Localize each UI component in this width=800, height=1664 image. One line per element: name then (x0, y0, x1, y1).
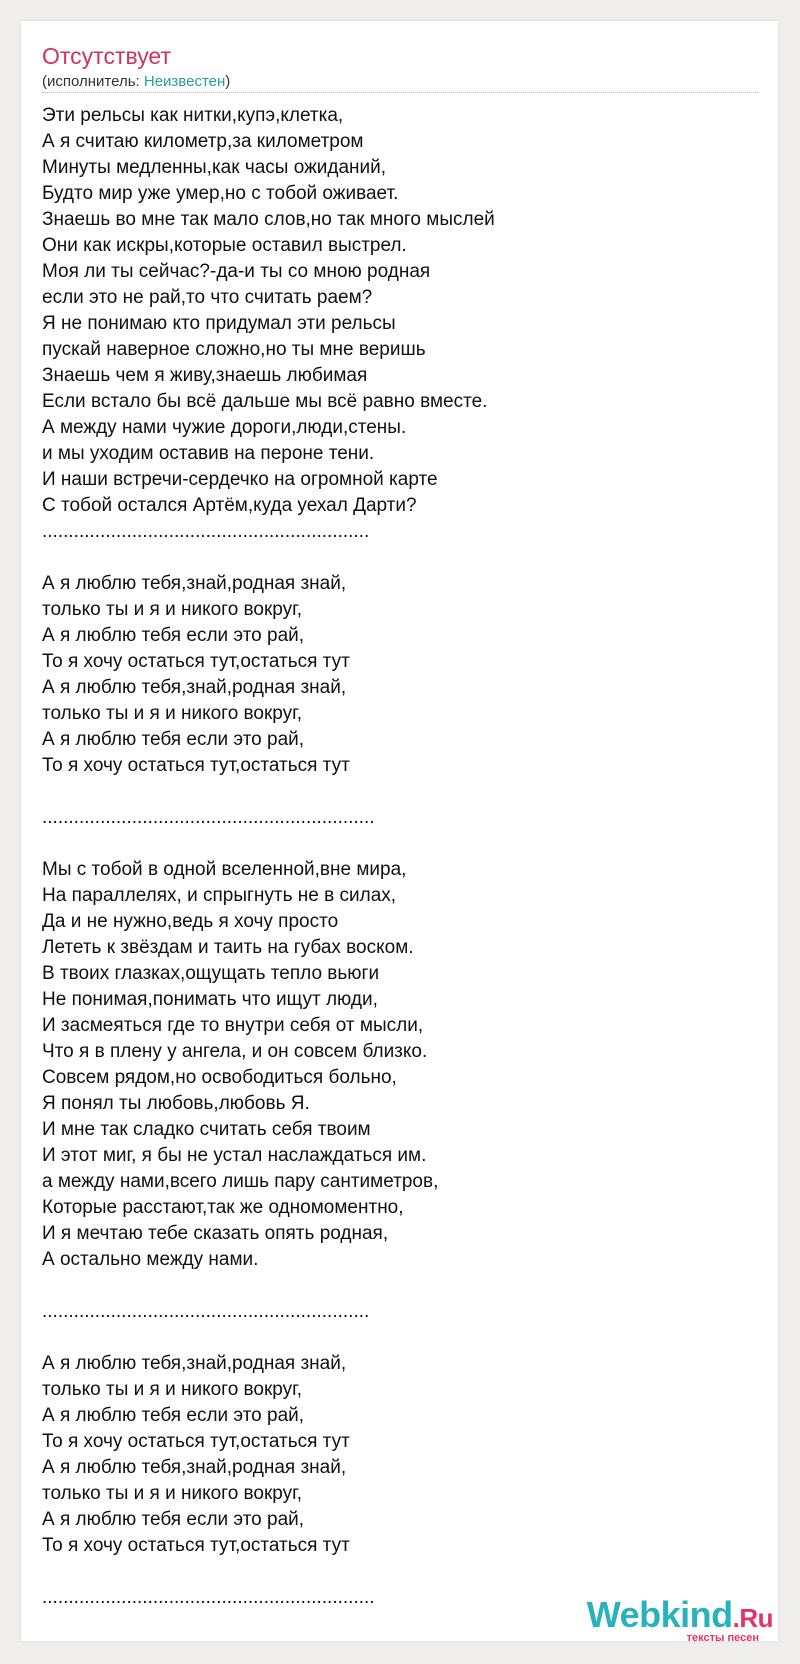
lyric-line: А я люблю тебя если это рай, (42, 625, 305, 646)
lyric-line: А я люблю тебя,знай,родная знай, (42, 1353, 347, 1374)
lyric-line: Знаешь во мне так мало слов,но так много мыслей (42, 209, 495, 230)
lyric-line: На параллелях, и спрыгнуть не в силах, (42, 885, 397, 906)
lyric-line: То я хочу остаться тут,остаться тут (42, 755, 350, 776)
lyric-line: И засмеяться где то внутри себя от мысли, (42, 1015, 424, 1036)
site-logo[interactable] (583, 1594, 773, 1644)
lyric-line: В твоих глазках,ощущать тепло вьюги (42, 963, 380, 984)
lyric-line: Лететь к звёздам и таить на губах воском. (42, 937, 414, 958)
lyric-line (42, 1559, 758, 1585)
lyric-line (42, 779, 758, 805)
lyric-line: .............................................................. (42, 521, 370, 542)
lyric-line: И мне так сладко считать себя твоим (42, 1119, 371, 1140)
lyric-line: А я люблю тебя если это рай, (42, 729, 305, 750)
lyrics-body (42, 103, 758, 1611)
lyric-line (42, 831, 758, 857)
lyric-line: а между нами,всего лишь пару сантиметров, (42, 1171, 439, 1192)
lyric-line: С тобой остался Артём,куда уехал Дарти? (42, 495, 417, 516)
lyric-line: И я мечтаю тебе сказать опять родная, (42, 1223, 389, 1244)
lyric-line (42, 1273, 758, 1299)
song-title: Отсутствует (42, 43, 171, 69)
lyric-line: и мы уходим оставив на пероне тени. (42, 443, 375, 464)
lyric-line: Минуты медленны,как часы ожиданий, (42, 157, 387, 178)
lyric-line: Если встало бы всё дальше мы всё равно вместе. (42, 391, 488, 412)
lyric-line: А я люблю тебя если это рай, (42, 1509, 305, 1530)
lyric-line: только ты и я и никого вокруг, (42, 1483, 303, 1504)
header-divider (42, 92, 758, 93)
performer-suffix: ) (225, 73, 231, 90)
lyric-line: А я люблю тебя,знай,родная знай, (42, 573, 347, 594)
lyric-line (42, 1325, 758, 1351)
lyric-line: А я люблю тебя,знай,родная знай, (42, 677, 347, 698)
lyric-line: А между нами чужие дороги,люди,стены. (42, 417, 407, 438)
logo-tagline: тексты песен (686, 1632, 759, 1644)
lyric-line: Знаешь чем я живу,знаешь любимая (42, 365, 368, 386)
logo-wordmark: Webkind.Ru (586, 1594, 773, 1635)
lyric-line: Мы с тобой в одной вселенной,вне мира, (42, 859, 407, 880)
performer-prefix: (исполнитель: (42, 73, 144, 90)
lyric-line: Они как искры,которые оставил выстрел. (42, 235, 407, 256)
lyric-line: если это не рай,то что считать раем? (42, 287, 373, 308)
lyric-line: только ты и я и никого вокруг, (42, 1379, 303, 1400)
lyric-line: .............................................................. (42, 1301, 370, 1322)
lyric-line: То я хочу остаться тут,остаться тут (42, 651, 350, 672)
performer-link[interactable]: Неизвестен (143, 73, 226, 90)
lyric-line: А я считаю километр,за километром (42, 131, 364, 152)
lyric-line: Эти рельсы как нитки,купэ,клетка, (42, 105, 344, 126)
lyric-line: Моя ли ты сейчас?-да-и ты со мною родная (42, 261, 431, 282)
lyric-line: Я понял ты любовь,любовь Я. (42, 1093, 310, 1114)
lyric-line: Совсем рядом,но освободиться больно, (42, 1067, 397, 1088)
lyric-line: А я люблю тебя,знай,родная знай, (42, 1457, 347, 1478)
lyric-line: Что я в плену у ангела, и он совсем близко. (42, 1041, 428, 1062)
lyric-line: Будто мир уже умер,но с тобой оживает. (42, 183, 399, 204)
lyric-line: И этот миг, я бы не устал наслаждаться им. (42, 1145, 427, 1166)
lyric-line: только ты и я и никого вокруг, (42, 703, 303, 724)
lyric-line: То я хочу остаться тут,остаться тут (42, 1431, 350, 1452)
lyric-line: И наши встречи-сердечко на огромной карте (42, 469, 438, 490)
lyric-line: Я не понимаю кто придумал эти рельсы (42, 313, 396, 334)
lyric-line: ............................................................... (42, 807, 375, 828)
lyric-line: только ты и я и никого вокруг, (42, 599, 303, 620)
lyric-line: А остально между нами. (42, 1249, 259, 1270)
lyric-line (42, 545, 758, 571)
lyric-line: ............................................................... (42, 1587, 375, 1608)
lyric-line: Да и не нужно,ведь я хочу просто (42, 911, 339, 932)
lyric-line: Не понимая,понимать что ищут люди, (42, 989, 378, 1010)
lyric-line: Которые расстают,так же одномоментно, (42, 1197, 404, 1218)
performer-line (42, 73, 230, 90)
lyric-line: А я люблю тебя если это рай, (42, 1405, 305, 1426)
lyric-line: пускай наверное сложно,но ты мне веришь (42, 339, 426, 360)
lyric-line: То я хочу остаться тут,остаться тут (42, 1535, 350, 1556)
